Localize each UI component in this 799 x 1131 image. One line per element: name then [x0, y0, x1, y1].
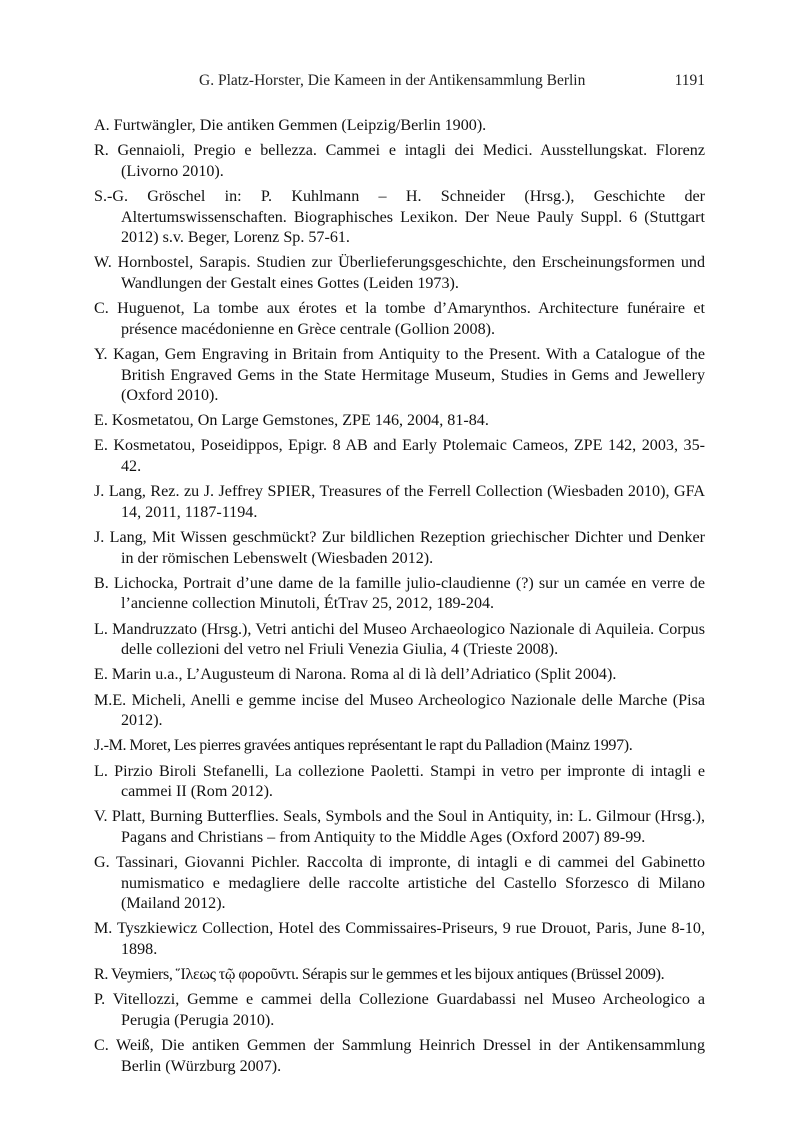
running-title: G. Platz-Horster, Die Kameen in der Antikensammlung Berlin — [199, 72, 586, 89]
bibliography-entry: C. Huguenot, La tombe aux érotes et la tombe d’Amarynthos. Architecture funéraire et présence macédonienne en Grèce centrale (Gollion 2008). — [94, 300, 705, 338]
bibliography-entry: R. Gennaioli, Pregio e bellezza. Cammei e intagli dei Medici. Ausstellungskat. Florenz (Livorno 2010). — [94, 142, 705, 180]
bibliography-entry: J. Lang, Rez. zu J. Jeffrey SPIER, Treasures of the Ferrell Collection (Wiesbaden 2010), GFA 14, 2011, 1187-1194. — [94, 483, 705, 521]
bibliography-entry: L. Mandruzzato (Hrsg.), Vetri antichi del Museo Archaeologico Nazionale di Aquileia. Corpus delle collezioni del vetro nel Friuli Venezia Giulia, 4 (Trieste 2008). — [94, 620, 705, 659]
bibliography-entry: E. Marin u.a., L’Augusteum di Narona. Roma al di là dell’Adriatico (Split 2004). — [94, 666, 617, 684]
bibliography-entry: L. Pirzio Biroli Stefanelli, La collezione Paoletti. Stampi in vetro per impronte di intagli e cammei II (Rom 2012). — [94, 762, 705, 801]
bibliography-entry: E. Kosmetatou, Poseidippos, Epigr. 8 AB and Early Ptolemaic Cameos, ZPE 142, 2003, 35-42. — [94, 437, 705, 476]
bibliography-entry: M. Tyszkiewicz Collection, Hotel des Commissaires-Priseurs, 9 rue Drouot, Paris, June 8-10, 1898. — [94, 920, 705, 959]
bibliography-entry: W. Hornbostel, Sarapis. Studien zur Überlieferungsgeschichte, den Erscheinungsformen und Wandlungen der Gestalt eines Gottes (Leiden 1973). — [94, 254, 705, 292]
bibliography-entry: C. Weiß, Die antiken Gemmen der Sammlung Heinrich Dressel in der Antikensammlung Berlin (Würzburg 2007). — [94, 1037, 705, 1075]
bibliography-entry: P. Vitellozzi, Gemme e cammei della Collezione Guardabassi nel Museo Archeologico a Perugia (Perugia 2010). — [94, 991, 705, 1030]
bibliography-entry: J. Lang, Mit Wissen geschmückt? Zur bildlichen Rezeption griechischer Dichter und Denker in der römischen Lebenswelt (Wiesbaden 2012). — [94, 529, 705, 567]
bibliography-entry: B. Lichocka, Portrait d’une dame de la famille julio-claudienne (?) sur un camée en verre de l’ancienne collection Minutoli, ÉtTrav 25, 2012, 189-204. — [94, 574, 705, 613]
bibliography-entry: S.-G. Gröschel in: P. Kuhlmann – H. Schneider (Hrsg.), Geschichte der Altertumswissenschaften. Biographisches Lexikon. Der Neue Pauly Suppl. 6 (Stuttgart 2012) s.v. Beger, Lorenz Sp. 57-61. — [94, 187, 705, 247]
running-header — [94, 72, 705, 94]
bibliography-entry: Y. Kagan, Gem Engraving in Britain from Antiquity to the Present. With a Catalogue of the British Engraved Gems in the State Hermitage Museum, Studies in Gems and Jewellery (Oxford 2010). — [94, 345, 705, 405]
bibliography-entry: E. Kosmetatou, On Large Gemstones, ZPE 146, 2004, 81-84. — [94, 412, 489, 430]
page-number: 1191 — [674, 72, 705, 89]
bibliography-entry: G. Tassinari, Giovanni Pichler. Raccolta di impronte, di intagli e di cammei del Gabinetto numismatico e medagliere delle raccolte artistiche del Castello Sforzesco di Milano (Mailand 2012). — [94, 854, 705, 913]
bibliography-entry: M.E. Micheli, Anelli e gemme incise del Museo Archeologico Nazionale delle Marche (Pisa 2012). — [94, 691, 705, 730]
bibliography-entry: V. Platt, Burning Butterflies. Seals, Symbols and the Soul in Antiquity, in: L. Gilmour (Hrsg.), Pagans and Christians – from Antiquity to the Middle Ages (Oxford 2007) 89-99. — [94, 808, 705, 846]
bibliography-entry: R. Veymiers, Ἵλεως τῷ φοροῦντι. Sérapis sur le gemmes et les bijoux antiques (Brüssel 2009). — [94, 966, 665, 984]
bibliography-list — [94, 116, 705, 1082]
bibliography-entry: J.-M. Moret, Les pierres gravées antiques représentant le rapt du Palladion (Mainz 1997). — [94, 737, 633, 755]
bibliography-entry: A. Furtwängler, Die antiken Gemmen (Leipzig/Berlin 1900). — [94, 117, 487, 134]
